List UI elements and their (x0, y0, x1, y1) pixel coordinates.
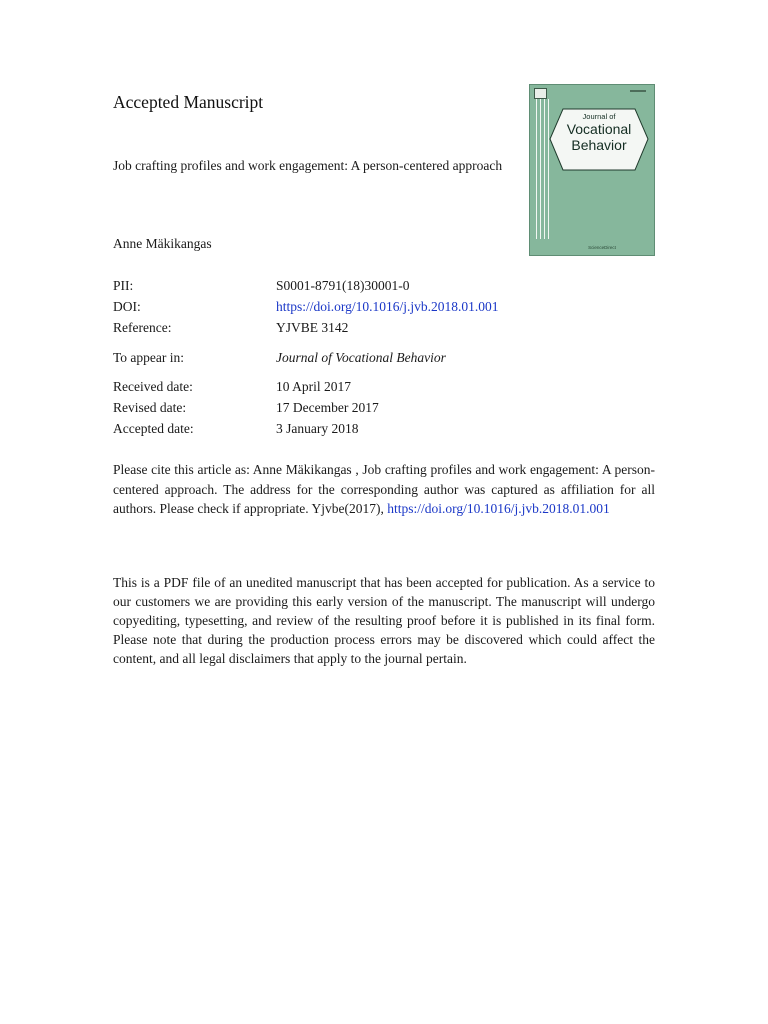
doi-link[interactable]: https://doi.org/10.1016/j.jvb.2018.01.001 (276, 299, 499, 314)
meta-key: To appear in: (113, 350, 185, 365)
meta-row-pii (113, 277, 410, 295)
meta-value: YJVBE 3142 (276, 320, 349, 335)
cover-issn-mark (630, 90, 646, 92)
elsevier-logo-icon (534, 88, 547, 99)
meta-key: Revised date: (113, 400, 187, 415)
cover-publisher: ScienceDirect (588, 245, 616, 250)
meta-key: Received date: (113, 379, 193, 394)
meta-row-to-appear-in (113, 349, 446, 367)
citation-paragraph (113, 460, 655, 519)
author-name: Anne Mäkikangas (113, 236, 212, 251)
journal-name: Journal of Vocational Behavior (276, 350, 446, 365)
meta-key: DOI: (113, 299, 141, 314)
meta-value: 3 January 2018 (276, 421, 359, 436)
cover-journal-line2: Behavior (571, 137, 627, 153)
meta-value: 17 December 2017 (276, 400, 379, 415)
citation-text: Please cite this article as: Anne Mäkikangas , Job crafting profiles and work engagement: A person-centered approach. The address for the corresponding author was captured as affiliation for all authors. Please check if appropriate. Yjvbe(2017), (113, 462, 655, 516)
meta-value: 10 April 2017 (276, 379, 352, 394)
article-title: Job crafting profiles and work engagement: A person-centered approach (113, 158, 503, 173)
cover-stripe (544, 99, 545, 239)
meta-row-revised-date (113, 399, 379, 417)
cover-journal-title (549, 113, 649, 153)
meta-row-accepted-date (113, 420, 358, 438)
cover-journal-line1: Vocational (566, 121, 632, 137)
journal-cover-image (529, 84, 655, 256)
meta-row-doi (113, 298, 499, 316)
meta-key: Reference: (113, 320, 172, 335)
meta-row-received-date (113, 378, 351, 396)
cover-stripe (536, 99, 537, 239)
cover-stripe (540, 99, 541, 239)
meta-value: S0001-8791(18)30001-0 (276, 278, 410, 293)
meta-row-reference (113, 319, 348, 337)
meta-key: PII: (113, 278, 134, 293)
manuscript-notice: This is a PDF file of an unedited manuscript that has been accepted for publication. As a service to our customers we are providing this early version of the manuscript. The manuscript will undergo copyediting, typesetting, and review of the resulting proof before it is published in its final form. Please note that during the production process errors may be discovered which could affect the content, and all legal disclaimers that apply to the journal pertain. (113, 575, 655, 666)
cover-journal-of: Journal of (582, 112, 616, 121)
citation-doi-link[interactable]: https://doi.org/10.1016/j.jvb.2018.01.001 (387, 501, 610, 516)
meta-key: Accepted date: (113, 421, 194, 436)
manuscript-heading: Accepted Manuscript (113, 92, 264, 112)
